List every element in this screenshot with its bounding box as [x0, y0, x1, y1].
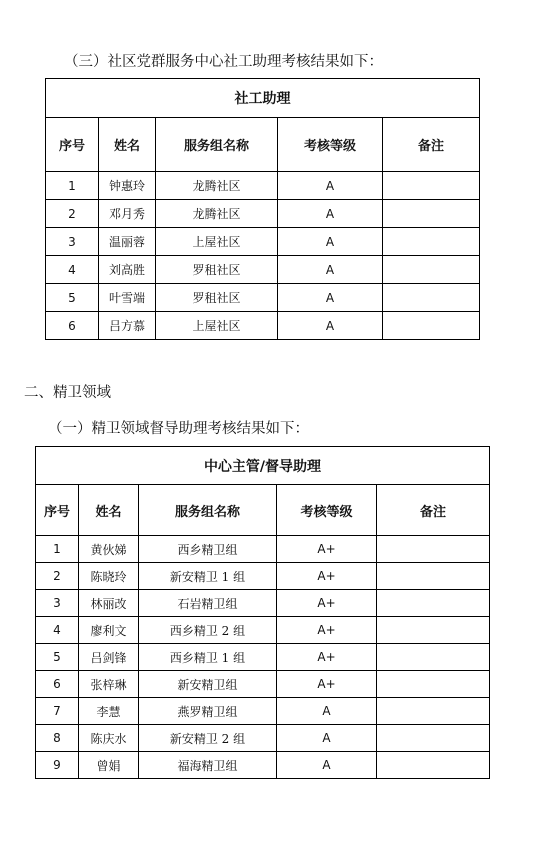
cell-remark [383, 228, 480, 256]
table-row [46, 312, 480, 340]
cell-grade: A [277, 725, 377, 752]
cell-index: 3 [36, 590, 79, 617]
table-row [36, 725, 490, 752]
cell-index: 2 [36, 563, 79, 590]
cell-name: 邓月秀 [99, 200, 156, 228]
subsection1-heading: （一）精卫领域督导助理考核结果如下： [48, 421, 309, 437]
table-row [36, 590, 490, 617]
cell-name: 钟惠玲 [99, 172, 156, 200]
cell-remark [377, 752, 490, 779]
cell-index: 5 [46, 284, 99, 312]
cell-index: 1 [46, 172, 99, 200]
header-index: 序号 [36, 485, 79, 536]
table-title: 中心主管/督导助理 [36, 447, 490, 485]
cell-remark [377, 536, 490, 563]
cell-remark [377, 590, 490, 617]
cell-grade: A [278, 200, 383, 228]
table-social-work-assistant [45, 78, 480, 340]
cell-group: 石岩精卫组 [139, 590, 277, 617]
cell-remark [383, 284, 480, 312]
table-row [46, 284, 480, 312]
cell-remark [377, 563, 490, 590]
cell-grade: A [277, 698, 377, 725]
header-name: 姓名 [99, 118, 156, 172]
table-row [36, 752, 490, 779]
cell-remark [377, 698, 490, 725]
cell-index: 1 [36, 536, 79, 563]
cell-index: 2 [46, 200, 99, 228]
table-row [36, 563, 490, 590]
header-name: 姓名 [79, 485, 139, 536]
cell-remark [383, 312, 480, 340]
header-group: 服务组名称 [139, 485, 277, 536]
table-row [46, 200, 480, 228]
cell-grade: A+ [277, 671, 377, 698]
cell-remark [383, 200, 480, 228]
cell-grade: A [277, 752, 377, 779]
cell-name: 廖利文 [79, 617, 139, 644]
cell-grade: A [278, 284, 383, 312]
cell-grade: A [278, 312, 383, 340]
section3-heading: （三）社区党群服务中心社工助理考核结果如下： [64, 54, 383, 70]
table-title-row [46, 79, 480, 118]
cell-name: 李慧 [79, 698, 139, 725]
cell-index: 4 [46, 256, 99, 284]
table-title-row [36, 447, 490, 485]
header-grade: 考核等级 [278, 118, 383, 172]
cell-name: 陈晓玲 [79, 563, 139, 590]
cell-group: 龙腾社区 [156, 172, 278, 200]
table-row [46, 256, 480, 284]
table-title: 社工助理 [46, 79, 480, 118]
cell-group: 上屋社区 [156, 312, 278, 340]
cell-grade: A [278, 172, 383, 200]
cell-index: 6 [36, 671, 79, 698]
cell-name: 吕方慕 [99, 312, 156, 340]
table-row [36, 617, 490, 644]
header-group: 服务组名称 [156, 118, 278, 172]
header-grade: 考核等级 [277, 485, 377, 536]
table-row [36, 536, 490, 563]
cell-name: 张梓琳 [79, 671, 139, 698]
cell-remark [377, 725, 490, 752]
cell-grade: A+ [277, 644, 377, 671]
cell-index: 8 [36, 725, 79, 752]
cell-remark [377, 671, 490, 698]
table-header-row [36, 485, 490, 536]
cell-remark [377, 617, 490, 644]
cell-group: 西乡精卫 2 组 [139, 617, 277, 644]
cell-group: 上屋社区 [156, 228, 278, 256]
cell-grade: A+ [277, 590, 377, 617]
table-header-row [46, 118, 480, 172]
cell-name: 黄伙娣 [79, 536, 139, 563]
cell-group: 龙腾社区 [156, 200, 278, 228]
cell-group: 福海精卫组 [139, 752, 277, 779]
cell-remark [383, 256, 480, 284]
section-two-heading: 二、精卫领域 [24, 385, 111, 401]
cell-grade: A+ [277, 617, 377, 644]
cell-grade: A+ [277, 536, 377, 563]
cell-name: 林丽改 [79, 590, 139, 617]
cell-index: 3 [46, 228, 99, 256]
cell-group: 罗租社区 [156, 284, 278, 312]
cell-grade: A+ [277, 563, 377, 590]
table-row [36, 698, 490, 725]
header-remark: 备注 [377, 485, 490, 536]
table-row [36, 644, 490, 671]
header-index: 序号 [46, 118, 99, 172]
cell-group: 新安精卫 1 组 [139, 563, 277, 590]
cell-name: 陈庆水 [79, 725, 139, 752]
cell-group: 燕罗精卫组 [139, 698, 277, 725]
cell-group: 新安精卫 2 组 [139, 725, 277, 752]
cell-index: 9 [36, 752, 79, 779]
cell-remark [383, 172, 480, 200]
cell-grade: A [278, 228, 383, 256]
cell-name: 曾娟 [79, 752, 139, 779]
cell-index: 5 [36, 644, 79, 671]
cell-name: 叶雪端 [99, 284, 156, 312]
table-row [36, 671, 490, 698]
table-supervisor-assistant [35, 446, 490, 779]
cell-grade: A [278, 256, 383, 284]
cell-index: 7 [36, 698, 79, 725]
cell-name: 温丽蓉 [99, 228, 156, 256]
cell-group: 罗租社区 [156, 256, 278, 284]
cell-name: 吕剑锋 [79, 644, 139, 671]
cell-group: 西乡精卫 1 组 [139, 644, 277, 671]
cell-name: 刘高胜 [99, 256, 156, 284]
cell-index: 6 [46, 312, 99, 340]
cell-group: 西乡精卫组 [139, 536, 277, 563]
cell-group: 新安精卫组 [139, 671, 277, 698]
cell-remark [377, 644, 490, 671]
table-row [46, 228, 480, 256]
cell-index: 4 [36, 617, 79, 644]
table-row [46, 172, 480, 200]
header-remark: 备注 [383, 118, 480, 172]
